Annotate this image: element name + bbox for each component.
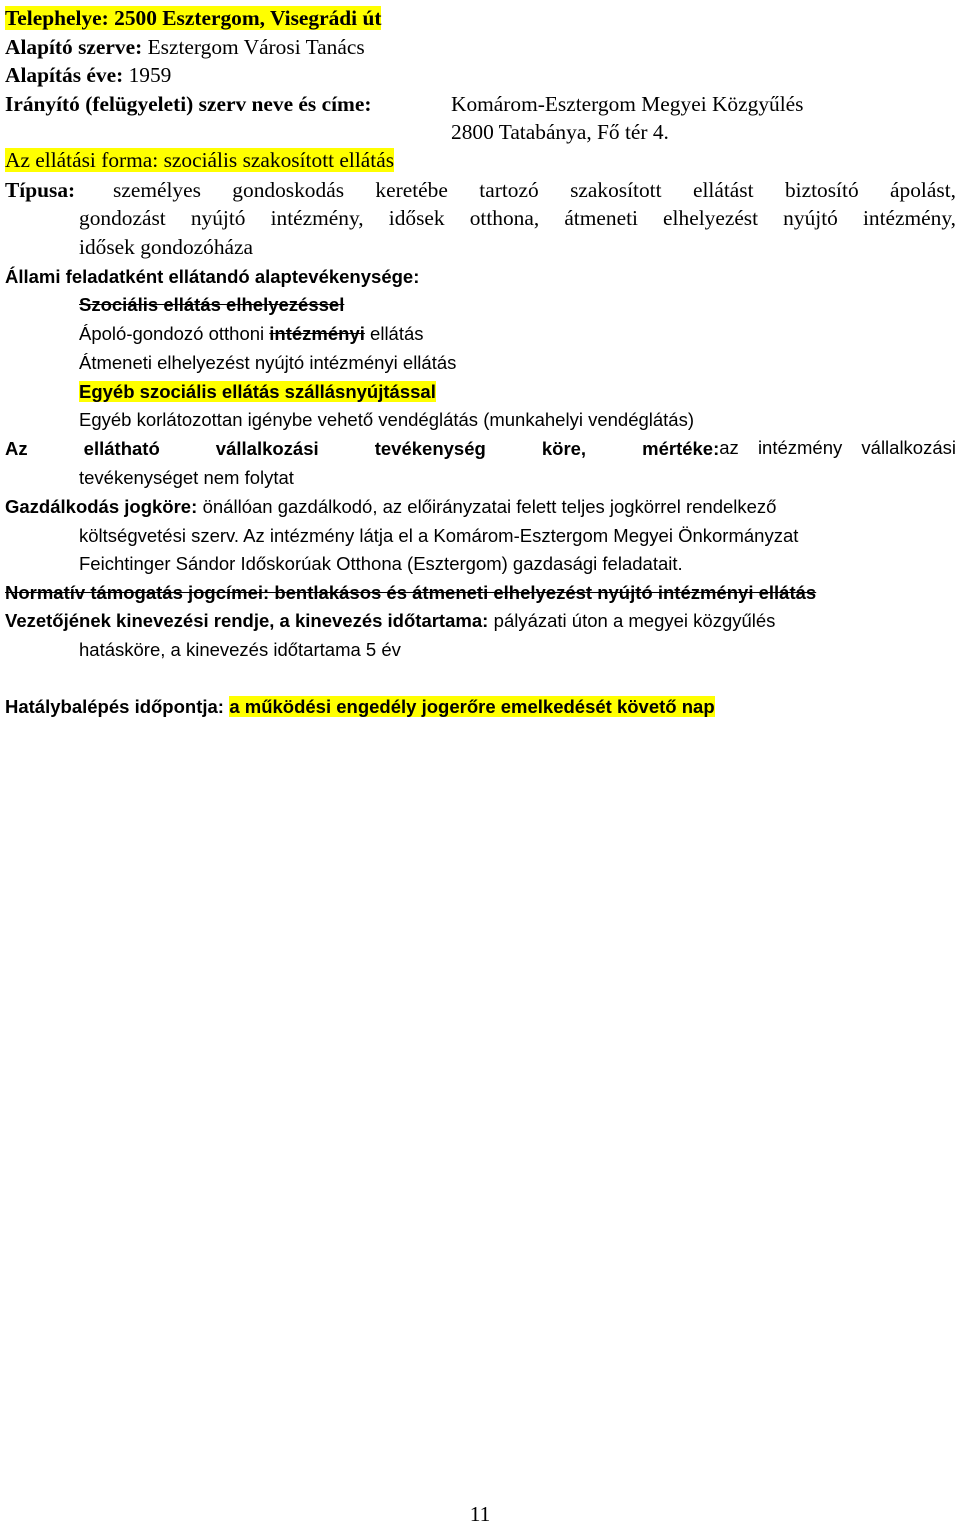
normativ-line — [5, 578, 816, 606]
vallalkozasi-value-2: tevékenységet nem folytat — [79, 467, 294, 488]
telephelye-text: Telephelye: 2500 Esztergom, Visegrádi út — [5, 6, 382, 30]
allami-label: Állami feladatként ellátandó alaptevékenysége: — [5, 266, 420, 287]
vallalkozasi-value-1: az intézmény vállalkozási — [719, 437, 956, 458]
vezeto-label: Vezetőjének kinevezési rendje, a kinevezés időtartama: — [5, 610, 489, 631]
iranyito-label: Irányító (felügyeleti) szerv neve és címe: — [5, 92, 372, 116]
gazdalkodas-text-1: önállóan gazdálkodó, az előirányzatai felett teljes jogkörrel rendelkező — [202, 496, 777, 517]
alap-item-4 — [79, 377, 436, 405]
tipusa-line-3: idősek gondozóháza — [79, 235, 254, 259]
hatalyba-value: a működési engedély jogerőre emelkedését követő nap — [229, 696, 715, 717]
telephelye-line — [5, 4, 381, 32]
tipusa-line-2: gondozást nyújtó intézmény, idősek otthona, átmeneti elhelyezést nyújtó intézmény, — [79, 206, 956, 230]
tipusa-label: Típusa: — [5, 178, 76, 202]
iranyito-address-line — [451, 118, 669, 146]
vezeto-value-2: hatásköre, a kinevezés időtartama 5 év — [79, 639, 401, 660]
alapito-label: Alapító szerve: — [5, 35, 143, 59]
gazdalkodas-line-1 — [5, 492, 776, 520]
alap-item-3 — [79, 348, 456, 376]
alap-item-2-strike: intézményi — [269, 323, 365, 344]
vezeto-line-2 — [79, 635, 401, 663]
gazdalkodas-label: Gazdálkodás jogköre: — [5, 496, 198, 517]
ellatasi-forma-line — [5, 146, 394, 174]
iranyito-address: 2800 Tatabánya, Fő tér 4. — [451, 120, 669, 144]
vallalkozasi-label: Az ellátható vállalkozási tevékenység köre, mértéke: — [5, 438, 720, 459]
alapitas-line — [5, 61, 171, 89]
alap-item-5-text: Egyéb korlátozottan igénybe vehető vendéglátás (munkahelyi vendéglátás) — [79, 409, 695, 430]
iranyito-value-line — [451, 90, 803, 118]
allami-label-line — [5, 262, 419, 290]
alap-item-5 — [79, 405, 694, 433]
tipusa-line-1 — [5, 176, 956, 204]
vallalkozasi-line-1 — [5, 434, 956, 462]
alap-item-3-text: Átmeneti elhelyezést nyújtó intézményi ellátás — [79, 352, 457, 373]
alapitas-value: 1959 — [123, 63, 172, 87]
gazdalkodas-line-3 — [79, 549, 683, 577]
ellatasi-forma-text: Az ellátási forma: szociális szakosított ellátás — [5, 148, 395, 172]
gazdalkodas-line-2 — [79, 521, 798, 549]
alapitas-label: Alapítás éve: — [5, 63, 124, 87]
normativ-text: Normatív támogatás jogcímei: bentlakásos és átmeneti elhelyezést nyújtó intézményi ellátás — [5, 582, 817, 603]
iranyito-value: Komárom-Esztergom Megyei Közgyűlés — [451, 92, 804, 116]
gazdalkodas-text-3: Feichtinger Sándor Időskorúak Otthona (Esztergom) gazdasági feladatait. — [79, 553, 683, 574]
tipusa-text-1: személyes gondoskodás keretébe tartozó szakosított ellátást biztosító ápolást, — [113, 178, 956, 202]
alap-item-4-text: Egyéb szociális ellátás szállásnyújtással — [79, 381, 436, 402]
alap-item-2 — [79, 319, 424, 347]
hatalyba-label: Hatálybalépés időpontja: — [5, 696, 224, 717]
alap-item-1 — [79, 290, 344, 318]
iranyito-line — [5, 90, 371, 118]
alap-item-1-text: Szociális ellátás elhelyezéssel — [79, 294, 345, 315]
alap-item-2-text-a: Ápoló-gondozó otthoni — [79, 323, 270, 344]
gazdalkodas-text-2: költségvetési szerv. Az intézmény látja el a Komárom-Esztergom Megyei Önkormányzat — [79, 525, 799, 546]
alap-item-2-text-b: ellátás — [364, 323, 424, 344]
alapito-value: Esztergom Városi Tanács — [142, 35, 365, 59]
page-number: 11 — [469, 1502, 491, 1526]
vezeto-value-1: pályázati úton a megyei közgyűlés — [493, 610, 776, 631]
hatalyba-line — [5, 692, 715, 720]
vallalkozasi-line-2 — [79, 463, 294, 491]
alapito-line — [5, 33, 365, 61]
vezeto-line-1 — [5, 606, 775, 634]
